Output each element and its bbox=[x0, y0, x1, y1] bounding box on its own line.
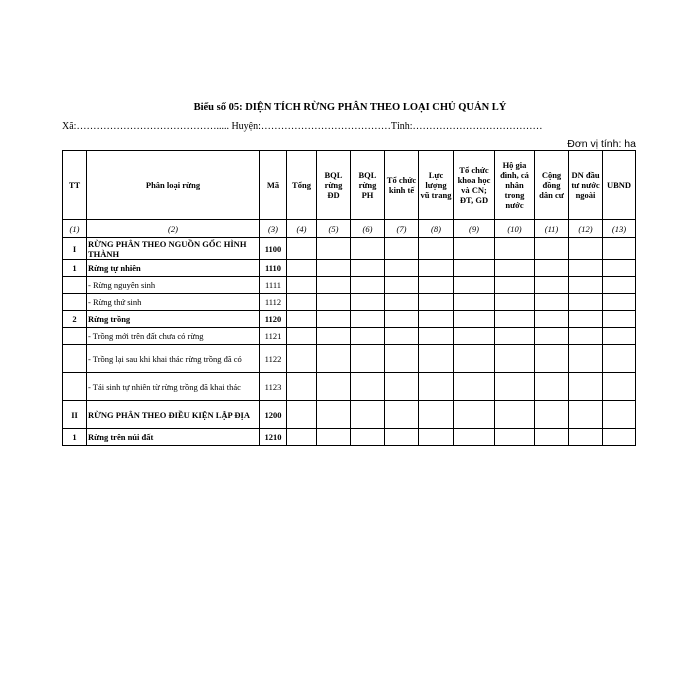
empty-value-cell[interactable] bbox=[569, 294, 603, 311]
row-tt: I bbox=[63, 238, 87, 260]
col-number: (8) bbox=[419, 220, 454, 238]
empty-value-cell[interactable] bbox=[569, 311, 603, 328]
empty-value-cell[interactable] bbox=[419, 260, 454, 277]
row-code: 1110 bbox=[260, 260, 287, 277]
header-ubnd: UBND bbox=[603, 151, 636, 220]
empty-value-cell[interactable] bbox=[351, 429, 385, 446]
table-row bbox=[63, 238, 636, 260]
col-number: (11) bbox=[535, 220, 569, 238]
row-tt bbox=[63, 277, 87, 294]
header-total: Tổng bbox=[287, 151, 317, 220]
header-forest-type: Phân loại rừng bbox=[87, 151, 260, 220]
empty-value-cell[interactable] bbox=[419, 373, 454, 401]
row-code: 1111 bbox=[260, 277, 287, 294]
empty-value-cell[interactable] bbox=[535, 401, 569, 429]
header-tt: TT bbox=[63, 151, 87, 220]
empty-value-cell[interactable] bbox=[351, 238, 385, 260]
empty-value-cell[interactable] bbox=[317, 260, 351, 277]
empty-value-cell[interactable] bbox=[454, 328, 495, 345]
table-row bbox=[63, 429, 636, 446]
empty-value-cell[interactable] bbox=[603, 429, 636, 446]
empty-value-cell[interactable] bbox=[603, 277, 636, 294]
empty-value-cell[interactable] bbox=[385, 260, 419, 277]
empty-value-cell[interactable] bbox=[351, 328, 385, 345]
col-number: (13) bbox=[603, 220, 636, 238]
col-number: (12) bbox=[569, 220, 603, 238]
header-foreign-enterprise: DN đầu tư nước ngoài bbox=[569, 151, 603, 220]
row-tt bbox=[63, 373, 87, 401]
empty-value-cell[interactable] bbox=[385, 345, 419, 373]
empty-value-cell[interactable] bbox=[535, 429, 569, 446]
empty-value-cell[interactable] bbox=[351, 401, 385, 429]
empty-value-cell[interactable] bbox=[454, 260, 495, 277]
empty-value-cell[interactable] bbox=[454, 294, 495, 311]
forest-area-table bbox=[62, 150, 636, 446]
empty-value-cell[interactable] bbox=[287, 345, 317, 373]
row-code: 1100 bbox=[260, 238, 287, 260]
empty-value-cell[interactable] bbox=[287, 260, 317, 277]
empty-value-cell[interactable] bbox=[603, 311, 636, 328]
empty-value-cell[interactable] bbox=[287, 294, 317, 311]
empty-value-cell[interactable] bbox=[454, 373, 495, 401]
empty-value-cell[interactable] bbox=[419, 311, 454, 328]
empty-value-cell[interactable] bbox=[419, 345, 454, 373]
row-code: 1200 bbox=[260, 401, 287, 429]
empty-value-cell[interactable] bbox=[603, 345, 636, 373]
header-households: Hộ gia đình, cá nhân trong nước bbox=[495, 151, 535, 220]
empty-value-cell[interactable] bbox=[317, 401, 351, 429]
empty-value-cell[interactable] bbox=[569, 373, 603, 401]
empty-value-cell[interactable] bbox=[351, 277, 385, 294]
empty-value-cell[interactable] bbox=[569, 260, 603, 277]
empty-value-cell[interactable] bbox=[569, 238, 603, 260]
empty-value-cell[interactable] bbox=[454, 277, 495, 294]
empty-value-cell[interactable] bbox=[569, 429, 603, 446]
empty-value-cell[interactable] bbox=[419, 294, 454, 311]
col-number: (6) bbox=[351, 220, 385, 238]
row-forest-type: - Rừng nguyên sinh bbox=[87, 277, 260, 294]
col-number: (3) bbox=[260, 220, 287, 238]
empty-value-cell[interactable] bbox=[569, 401, 603, 429]
empty-value-cell[interactable] bbox=[385, 328, 419, 345]
empty-value-cell[interactable] bbox=[287, 401, 317, 429]
row-forest-type: - Trồng mới trên đất chưa có rừng bbox=[87, 328, 260, 345]
empty-value-cell[interactable] bbox=[317, 328, 351, 345]
empty-value-cell[interactable] bbox=[495, 429, 535, 446]
row-code: 1112 bbox=[260, 294, 287, 311]
empty-value-cell[interactable] bbox=[603, 401, 636, 429]
table-row bbox=[63, 277, 636, 294]
table-row bbox=[63, 260, 636, 277]
empty-value-cell[interactable] bbox=[454, 345, 495, 373]
row-tt: 1 bbox=[63, 429, 87, 446]
empty-value-cell[interactable] bbox=[535, 345, 569, 373]
empty-value-cell[interactable] bbox=[535, 294, 569, 311]
row-tt bbox=[63, 328, 87, 345]
empty-value-cell[interactable] bbox=[287, 429, 317, 446]
row-code: 1120 bbox=[260, 311, 287, 328]
empty-value-cell[interactable] bbox=[317, 238, 351, 260]
table-row bbox=[63, 401, 636, 429]
row-tt bbox=[63, 294, 87, 311]
col-number: (5) bbox=[317, 220, 351, 238]
empty-value-cell[interactable] bbox=[351, 260, 385, 277]
row-code: 1122 bbox=[260, 345, 287, 373]
empty-value-cell[interactable] bbox=[351, 345, 385, 373]
col-number: (9) bbox=[454, 220, 495, 238]
unit-label: Đơn vị tính: ha bbox=[567, 138, 636, 150]
empty-value-cell[interactable] bbox=[317, 277, 351, 294]
empty-value-cell[interactable] bbox=[419, 277, 454, 294]
table-row bbox=[63, 373, 636, 401]
empty-value-cell[interactable] bbox=[569, 345, 603, 373]
empty-value-cell[interactable] bbox=[535, 277, 569, 294]
empty-value-cell[interactable] bbox=[385, 429, 419, 446]
col-number: (2) bbox=[87, 220, 260, 238]
row-forest-type: - Tái sinh tự nhiên từ rừng trồng đã khai thác bbox=[87, 373, 260, 401]
table-row bbox=[63, 294, 636, 311]
empty-value-cell[interactable] bbox=[535, 238, 569, 260]
empty-value-cell[interactable] bbox=[287, 238, 317, 260]
empty-value-cell[interactable] bbox=[351, 294, 385, 311]
empty-value-cell[interactable] bbox=[317, 345, 351, 373]
header-armed-forces: Lực lượng vũ trang bbox=[419, 151, 454, 220]
empty-value-cell[interactable] bbox=[351, 311, 385, 328]
empty-value-cell[interactable] bbox=[419, 429, 454, 446]
empty-value-cell[interactable] bbox=[535, 311, 569, 328]
empty-value-cell[interactable] bbox=[454, 401, 495, 429]
empty-value-cell[interactable] bbox=[603, 328, 636, 345]
empty-value-cell[interactable] bbox=[419, 328, 454, 345]
column-number-row bbox=[63, 220, 636, 238]
empty-value-cell[interactable] bbox=[419, 238, 454, 260]
empty-value-cell[interactable] bbox=[569, 277, 603, 294]
empty-value-cell[interactable] bbox=[287, 277, 317, 294]
empty-value-cell[interactable] bbox=[569, 328, 603, 345]
empty-value-cell[interactable] bbox=[385, 238, 419, 260]
header-row bbox=[63, 151, 636, 220]
col-number: (1) bbox=[63, 220, 87, 238]
empty-value-cell[interactable] bbox=[495, 328, 535, 345]
empty-value-cell[interactable] bbox=[419, 401, 454, 429]
empty-value-cell[interactable] bbox=[603, 373, 636, 401]
row-forest-type: - Trồng lại sau khi khai thác rừng trồng đã có bbox=[87, 345, 260, 373]
header-bql-dd: BQL rừng ĐD bbox=[317, 151, 351, 220]
empty-value-cell[interactable] bbox=[317, 429, 351, 446]
empty-value-cell[interactable] bbox=[287, 373, 317, 401]
empty-value-cell[interactable] bbox=[385, 294, 419, 311]
empty-value-cell[interactable] bbox=[454, 238, 495, 260]
row-tt bbox=[63, 345, 87, 373]
empty-value-cell[interactable] bbox=[603, 260, 636, 277]
row-code: 1121 bbox=[260, 328, 287, 345]
empty-value-cell[interactable] bbox=[351, 373, 385, 401]
table-row bbox=[63, 328, 636, 345]
col-number: (10) bbox=[495, 220, 535, 238]
row-forest-type: Rừng tự nhiên bbox=[87, 260, 260, 277]
empty-value-cell[interactable] bbox=[317, 373, 351, 401]
empty-value-cell[interactable] bbox=[495, 277, 535, 294]
header-economic-org: Tổ chức kinh tế bbox=[385, 151, 419, 220]
empty-value-cell[interactable] bbox=[495, 238, 535, 260]
empty-value-cell[interactable] bbox=[603, 294, 636, 311]
row-forest-type: - Rừng thứ sinh bbox=[87, 294, 260, 311]
row-forest-type: RỪNG PHÂN THEO NGUỒN GỐC HÌNH THÀNH bbox=[87, 238, 260, 260]
table-row bbox=[63, 345, 636, 373]
empty-value-cell[interactable] bbox=[385, 401, 419, 429]
empty-value-cell[interactable] bbox=[495, 311, 535, 328]
empty-value-cell[interactable] bbox=[385, 277, 419, 294]
empty-value-cell[interactable] bbox=[495, 345, 535, 373]
row-forest-type: Rừng trồng bbox=[87, 311, 260, 328]
header-code: Mã bbox=[260, 151, 287, 220]
row-code: 1210 bbox=[260, 429, 287, 446]
empty-value-cell[interactable] bbox=[495, 260, 535, 277]
empty-value-cell[interactable] bbox=[317, 294, 351, 311]
empty-value-cell[interactable] bbox=[317, 311, 351, 328]
location-fields: Xã:……………………………………..... Huyện:…………………………………Tỉnh:………………………………… bbox=[62, 121, 543, 132]
col-number: (4) bbox=[287, 220, 317, 238]
empty-value-cell[interactable] bbox=[495, 373, 535, 401]
header-community: Cộng đồng dân cư bbox=[535, 151, 569, 220]
row-tt: II bbox=[63, 401, 87, 429]
empty-value-cell[interactable] bbox=[495, 294, 535, 311]
empty-value-cell[interactable] bbox=[454, 311, 495, 328]
table-row bbox=[63, 311, 636, 328]
empty-value-cell[interactable] bbox=[385, 311, 419, 328]
row-forest-type: Rừng trên núi đất bbox=[87, 429, 260, 446]
empty-value-cell[interactable] bbox=[535, 260, 569, 277]
empty-value-cell[interactable] bbox=[535, 328, 569, 345]
empty-value-cell[interactable] bbox=[287, 311, 317, 328]
row-tt: 2 bbox=[63, 311, 87, 328]
empty-value-cell[interactable] bbox=[495, 401, 535, 429]
row-forest-type: RỪNG PHÂN THEO ĐIỀU KIỆN LẬP ĐỊA bbox=[87, 401, 260, 429]
col-number: (7) bbox=[385, 220, 419, 238]
header-science-org: Tổ chức khoa học và CN; ĐT, GD bbox=[454, 151, 495, 220]
row-tt: 1 bbox=[63, 260, 87, 277]
empty-value-cell[interactable] bbox=[454, 429, 495, 446]
empty-value-cell[interactable] bbox=[603, 238, 636, 260]
empty-value-cell[interactable] bbox=[535, 373, 569, 401]
empty-value-cell[interactable] bbox=[287, 328, 317, 345]
row-code: 1123 bbox=[260, 373, 287, 401]
header-bql-ph: BQL rừng PH bbox=[351, 151, 385, 220]
empty-value-cell[interactable] bbox=[385, 373, 419, 401]
form-title: Biểu số 05: DIỆN TÍCH RỪNG PHÂN THEO LOẠI CHỦ QUẢN LÝ bbox=[193, 102, 507, 113]
